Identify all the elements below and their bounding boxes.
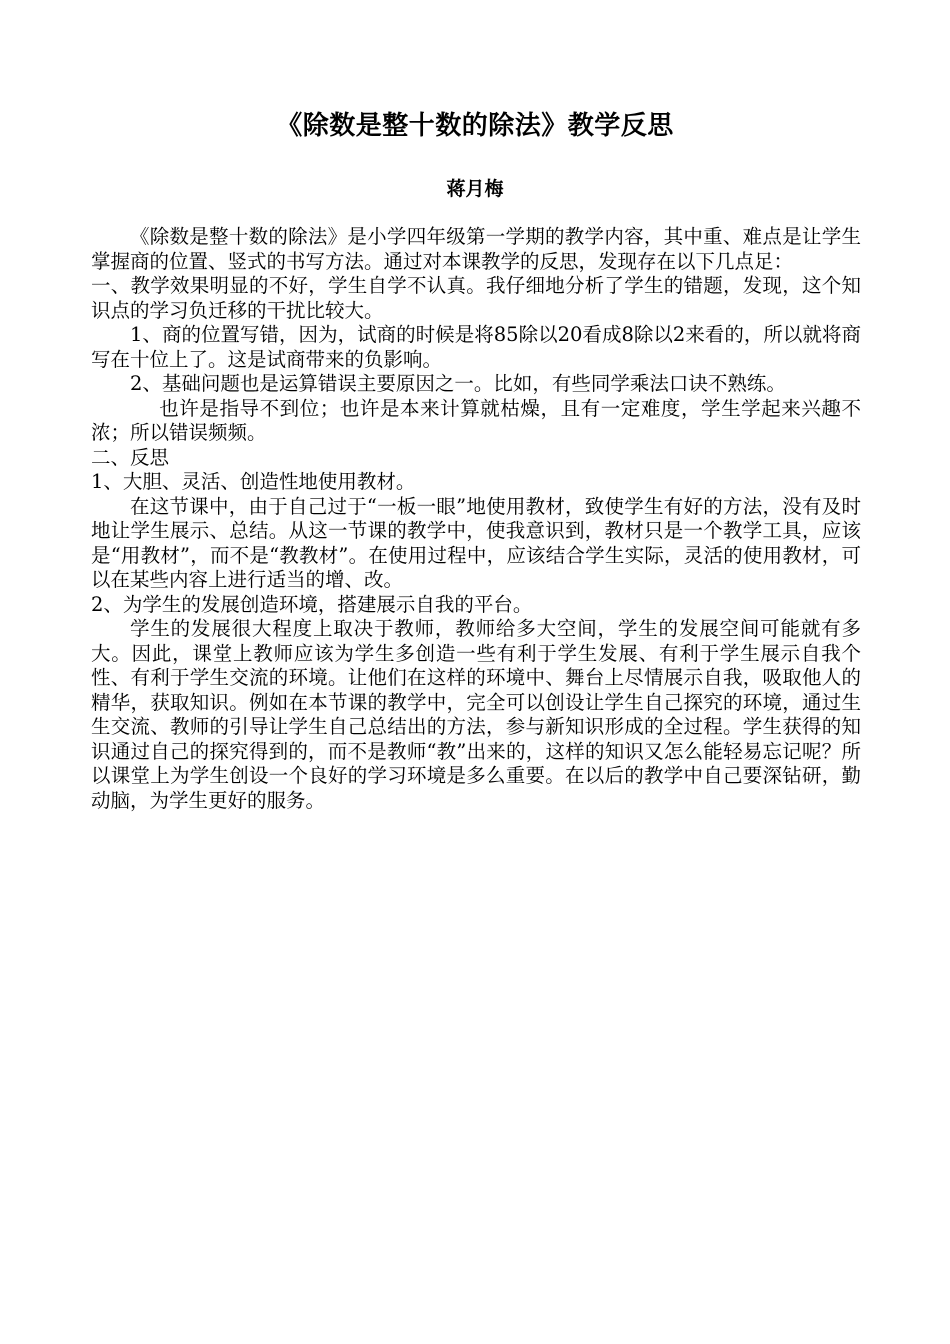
paragraph-section-two: 二、反思 [91,445,170,469]
paragraph-reason: 也许是指导不到位；也许是本来计算就枯燥，且有一定难度，学生学起来兴趣不浓；所以错误频频。 [91,396,861,444]
paragraph-intro: 《除数是整十数的除法》是小学四年级第一学期的教学内容，其中重、难点是让学生掌握商的位置、竖式的书写方法。通过对本课教学的反思，发现存在以下几点足： [91,225,861,273]
paragraph-reflection-2-heading: 2、为学生的发展创造环境，搭建展示自我的平台。 [91,592,533,616]
paragraph-reflection-2-body: 学生的发展很大程度上取决于教师，教师给多大空间，学生的发展空间可能就有多大。因此，课堂上教师应该为学生多创造一些有利于学生发展、有利于学生展示自我个性、有利于学生交流的环境。让他们在这样的环境中、舞台上尽情展示自我，吸取他人的精华，获取知识。例如在本节课的教学中，完全可以创设让学生自己探究的环境，通过生生交流、教师的引导让学生自己总结出的方法，参与新知识形成的全过程。学生获得的知识通过自己的探究得到的，而不是教师“教”出来的，这样的知识又怎么能轻易忘记呢？所以课堂上为学生创设一个良好的学习环境是多么重要。在以后的教学中自己要深钻研，勤动脑，为学生更好的服务。 [91,617,861,812]
document-body [91,225,861,813]
paragraph-point-1: 1、商的位置写错，因为，试商的时候是将85除以20看成8除以2来看的，所以就将商写在十位上了。这是试商带来的负影响。 [91,323,861,371]
document-author: 蒋月梅 [446,178,504,200]
paragraph-point-2: 2、基础问题也是运算错误主要原因之一。比如，有些同学乘法口诀不熟练。 [130,372,786,395]
paragraph-reflection-1-heading: 1、大胆、灵活、创造性地使用教材。 [91,470,416,493]
paragraph-reflection-1-body: 在这节课中，由于自己过于“一板一眼”地使用教材，致使学生有好的方法，没有及时地让学生展示、总结。从这一节课的教学中，使我意识到，教材只是一个教学工具，应该是“用教材”，而不是“教教材”。在使用过程中，应该结合学生实际，灵活的使用教材，可以在某些内容上进行适当的增、改。 [91,494,861,591]
document-title: 《除数是整十数的除法》教学反思 [276,111,674,141]
paragraph-section-one: 一、教学效果明显的不好，学生自学不认真。我仔细地分析了学生的错题，发现，这个知识点的学习负迁移的干扰比较大。 [91,274,861,322]
